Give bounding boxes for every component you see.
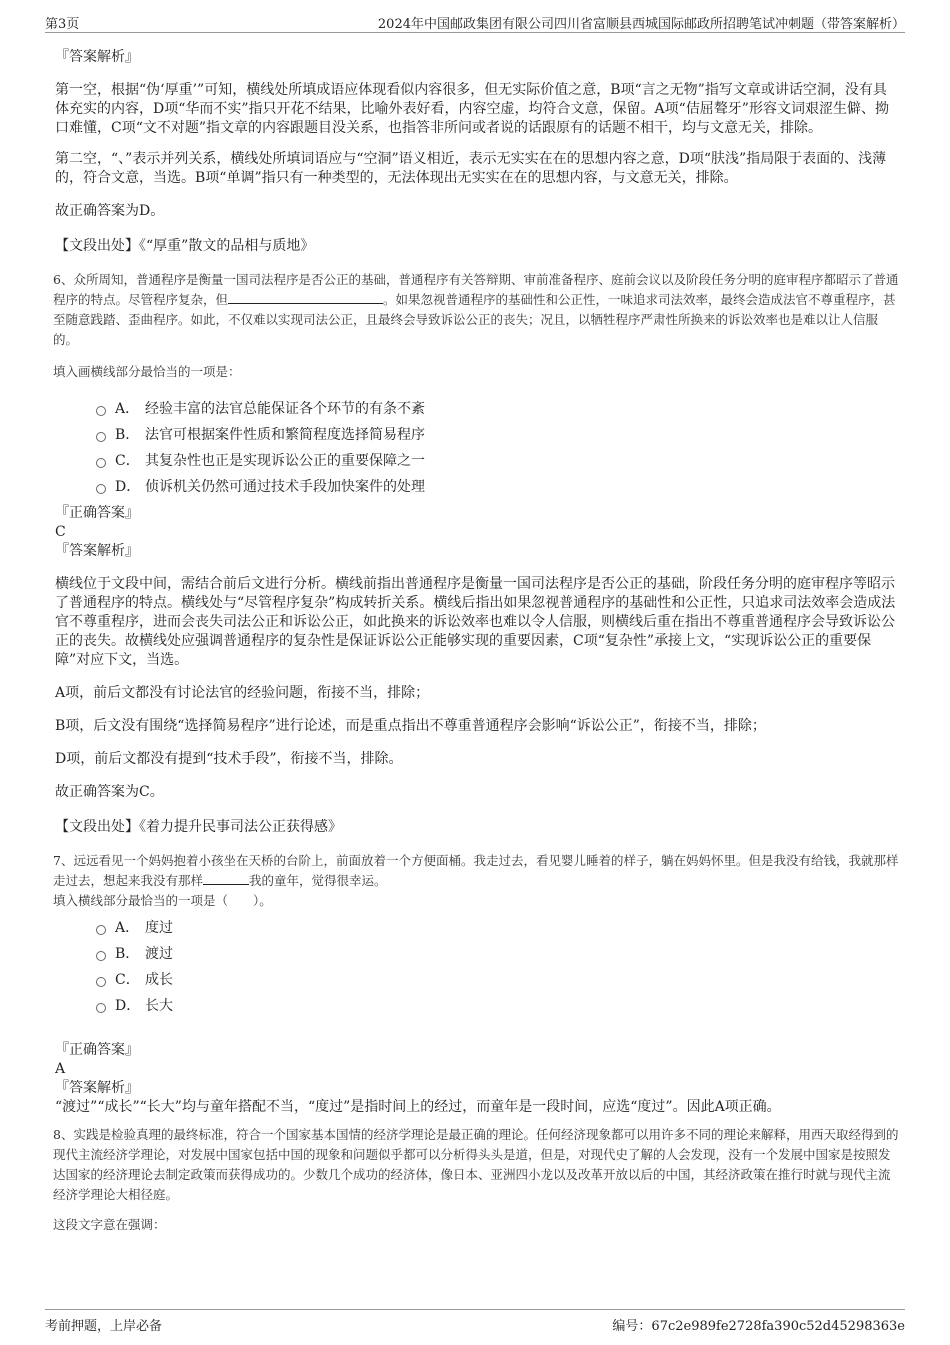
option-letter: D．: [115, 998, 141, 1014]
q7-prompt: 填入横线部分最恰当的一项是（ ）。: [53, 893, 272, 908]
option-text: 度过: [145, 920, 173, 936]
page-footer: [45, 1309, 905, 1334]
option-letter: B．: [115, 427, 140, 443]
radio-icon[interactable]: [96, 406, 106, 416]
option-text: 法官可根据案件性质和繁简程度选择简易程序: [145, 427, 425, 443]
q7-blank: [203, 872, 249, 885]
q6-option-d[interactable]: [55, 474, 900, 500]
q5-analysis-para1: 第一空，根据“伪‘厚重’”可知，横线处所填成语应体现看似内容很多，但无实际价值之意，B项“言之无物”指写文章或讲话空洞，没有具体充实的内容，D项“华而不实”指只开花不结果，比喻外表好看，内容空虚，均符合文意，保留。A项“佶屈聱牙”形容文词艰涩生僻、拗口难懂，C项“文不对题”指文章的内容跟题目没关系，也指答非所问或者说的话跟原有的话题不相干，均与文意无关，排除。: [55, 82, 889, 136]
q7-answer: A: [55, 1061, 66, 1077]
q7-stem: [53, 851, 900, 891]
radio-icon[interactable]: [96, 1003, 106, 1013]
option-letter: C．: [115, 453, 140, 469]
document-title: 2024年中国邮政集团有限公司四川省富顺县西城国际邮政所招聘笔试冲刺题（带答案解析）: [377, 17, 905, 32]
option-letter: A．: [115, 401, 140, 417]
q6-prompt: 填入画横线部分最恰当的一项是：: [53, 364, 241, 379]
radio-icon[interactable]: [96, 458, 106, 468]
q6-analysis-para4: D项，前后文都没有提到“技术手段”，衔接不当，排除。: [55, 751, 403, 767]
q6-analysis-para1: 横线位于文段中间，需结合前后文进行分析。横线前指出普通程序是衡量一国司法程序是否公正的基础，阶段任务分明的庭审程序等昭示了普通程序的特点。横线处与“尽管程序复杂”构成转折关系。横线后指出如果忽视普通程序的基础性和公正性，只追求司法效率会造成法官不尊重程序，进而会丧失司法公正和诉讼公正，如此换来的诉讼效率也难以令人信服，则横线后重在指出不尊重普通程序会导致诉讼公正的丧失。故横线处应强调普通程序的复杂性是保证诉讼公正能够实现的重要因素，C项“复杂性”承接上文，“实现诉讼公正的重要保障”对应下文，当选。: [55, 576, 896, 668]
q6-blank: [228, 291, 383, 304]
option-text: 成长: [145, 972, 173, 988]
q7-option-a[interactable]: [55, 915, 900, 941]
q5-source: 【文段出处】《“厚重”散文的品相与质地》: [55, 238, 315, 254]
q6-answer-label: 『正确答案』: [55, 505, 139, 521]
q7-options: [55, 915, 900, 1019]
q6-stem-part2: 。如果忽视普通程序的基础性和公正性，一味追求司法效率，最终会造成法官不尊重程序，甚至随意践踏、歪曲程序。如此，不仅难以实现司法公正，且最终会导致诉讼公正的丧失；况且，以牺牲程序严肃性所换来的诉讼效率也是难以让人信服的。: [53, 292, 896, 347]
option-text: 渡过: [145, 946, 173, 962]
page-content: [55, 44, 900, 1235]
q6-options: [55, 396, 900, 500]
q7-stem-part1: 7、远远看见一个妈妈抱着小孩坐在天桥的台阶上，前面放着一个方便面桶。我走过去，看见婴儿睡着的样子，躺在妈妈怀里。但是我没有给钱，我就那样走过去，想起来我没有那样: [53, 853, 899, 888]
q7-stem-part2: 我的童年，觉得很幸运。: [249, 873, 387, 888]
q5-conclusion: 故正确答案为D。: [55, 203, 165, 219]
q6-answer: C: [55, 524, 66, 540]
radio-icon[interactable]: [96, 432, 106, 442]
q6-analysis-para3: B项，后文没有围绕“选择简易程序”进行论述，而是重点指出不尊重普通程序会影响“诉讼公正”，衔接不当，排除；: [55, 718, 766, 734]
q7-option-b[interactable]: [55, 941, 900, 967]
option-letter: B．: [115, 946, 140, 962]
q6-source: 【文段出处】《着力提升民事司法公正获得感》: [55, 819, 342, 835]
q7-analysis-para1: “渡过”“成长”“长大”均与童年搭配不当，“度过”是指时间上的经过，而童年是一段时间，应选“度过”。因此A项正确。: [55, 1099, 781, 1115]
q7-option-d[interactable]: [55, 993, 900, 1019]
q6-stem: [53, 270, 900, 350]
option-text: 其复杂性也正是实现诉讼公正的重要保障之一: [145, 453, 425, 469]
q5-analysis-para2: 第二空，“、”表示并列关系，横线处所填词语应与“空洞”语义相近，表示无实实在在的思想内容之意，D项“肤浅”指局限于表面的、浅薄的，符合文意，当选。B项“单调”指只有一种类型的，无法体现出无实实在在的思想内容，与文意无关，排除。: [55, 151, 887, 186]
q6-stem-part1: 6、众所周知，普通程序是衡量一国司法程序是否公正的基础，普通程序有关答辩期、审前准备程序、庭前会议以及阶段任务分明的庭审程序都昭示了普通程序的特点。尽管程序复杂，但: [53, 272, 899, 307]
q6-option-c[interactable]: [55, 448, 900, 474]
option-letter: A．: [115, 920, 140, 936]
radio-icon[interactable]: [96, 951, 106, 961]
option-text: 长大: [145, 998, 173, 1014]
footer-serial: 编号：67c2e989fe2728fa390c52d45298363e: [612, 1319, 905, 1334]
q7-answer-label: 『正确答案』: [55, 1042, 139, 1058]
footer-slogan: 考前押题，上岸必备: [45, 1319, 163, 1334]
page-number: 第3页: [45, 17, 80, 32]
option-letter: D．: [115, 479, 141, 495]
radio-icon[interactable]: [96, 484, 106, 494]
q6-conclusion: 故正确答案为C。: [55, 784, 164, 800]
q8-stem: 8、实践是检验真理的最终标准，符合一个国家基本国情的经济学理论是最正确的理论。任何经济现象都可以用许多不同的理论来解释，用西天取经得到的现代主流经济学理论，对发展中国家包括中国的现象和问题似乎都可以分析得头头是道，但是，对现代史了解的人会发现，没有一个发展中国家是按照发达国家的经济理论去制定政策而获得成功的。少数几个成功的经济体，像日本、亚洲四小龙以及改革开放以后的中国，其经济政策在推行时就与现代主流经济学理论大相径庭。: [53, 1127, 899, 1202]
radio-icon[interactable]: [96, 977, 106, 987]
q7-option-c[interactable]: [55, 967, 900, 993]
q6-option-b[interactable]: [55, 422, 900, 448]
q5-analysis-label: 『答案解析』: [55, 49, 139, 65]
page-header: [45, 10, 905, 33]
radio-icon[interactable]: [96, 925, 106, 935]
q8-prompt: 这段文字意在强调：: [53, 1217, 166, 1232]
option-text: 侦诉机关仍然可通过技术手段加快案件的处理: [145, 479, 425, 495]
q6-analysis-label: 『答案解析』: [55, 543, 139, 559]
q6-analysis-para2: A项，前后文都没有讨论法官的经验问题，衔接不当，排除；: [55, 685, 430, 701]
q7-analysis-label: 『答案解析』: [55, 1080, 139, 1096]
option-letter: C．: [115, 972, 140, 988]
option-text: 经验丰富的法官总能保证各个环节的有条不紊: [145, 401, 425, 417]
q6-option-a[interactable]: [55, 396, 900, 422]
